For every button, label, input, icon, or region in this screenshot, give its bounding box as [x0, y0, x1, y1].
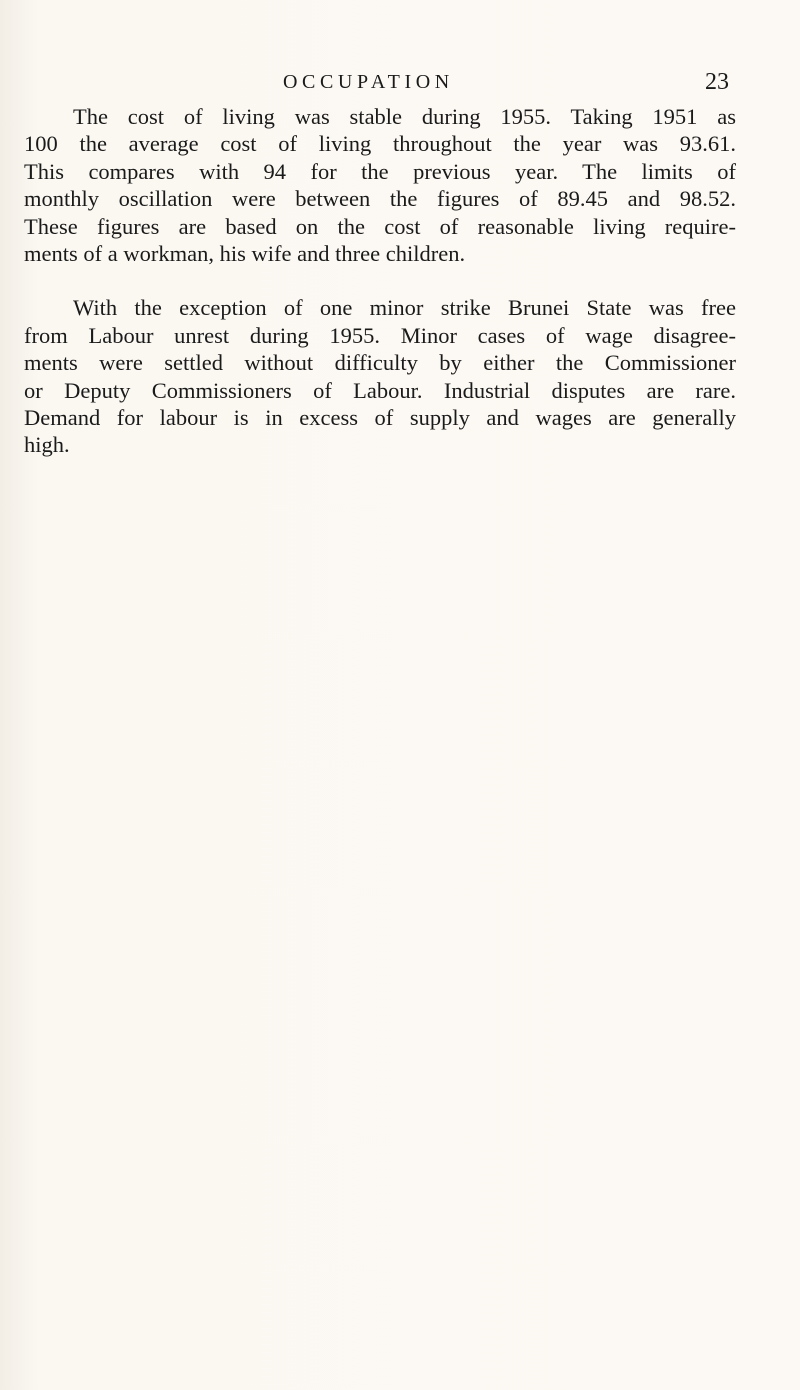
text-line: Demand for labour is in excess of supply and wages are generally [24, 405, 736, 431]
page-number: 23 [705, 69, 729, 95]
text-line: This compares with 94 for the previous year. The limits of [24, 158, 736, 184]
text-line: With the exception of one minor strike Brunei State was free [73, 295, 736, 321]
text-line: from Labour unrest during 1955. Minor cases of wage disagree- [24, 322, 736, 348]
paragraph-labour-unrest [24, 294, 736, 458]
text-line: These figures are based on the cost of reasonable living require- [24, 213, 736, 239]
body-text [24, 103, 736, 459]
text-line: 100 the average cost of living throughout the year was 93.61. [24, 131, 736, 157]
text-line: monthly oscillation were between the figures of 89.45 and 98.52. [24, 186, 736, 212]
text-line: The cost of living was stable during 1955. Taking 1951 as [73, 104, 736, 129]
text-line: or Deputy Commissioners of Labour. Industrial disputes are rare. [24, 377, 736, 403]
text-line: ments were settled without difficulty by either the Commissioner [24, 350, 736, 376]
text-line: high. [24, 432, 70, 458]
text-line: ments of a workman, his wife and three children. [24, 241, 466, 267]
paragraph-cost-of-living [24, 103, 736, 267]
running-head: OCCUPATION [283, 71, 454, 93]
